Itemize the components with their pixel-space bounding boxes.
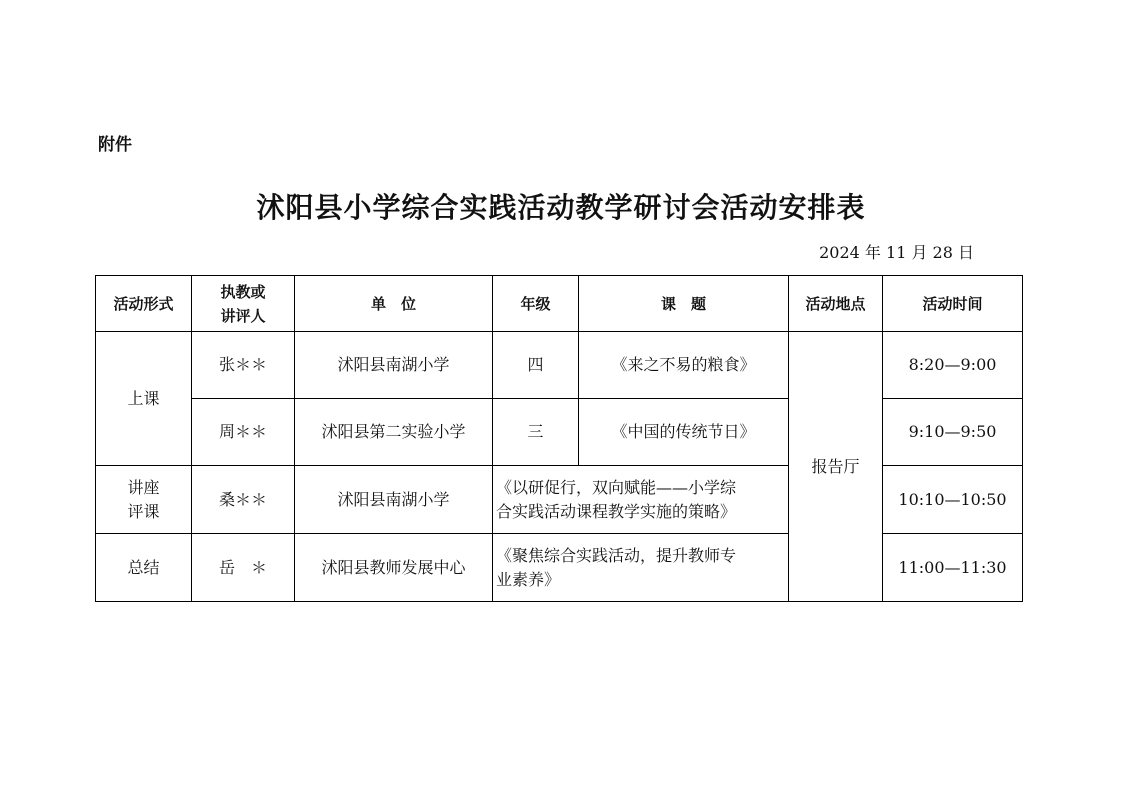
cell-time: 9:10—9:50	[883, 399, 1023, 466]
cell-time: 11:00—11:30	[883, 534, 1023, 602]
activity-type-line1: 讲座	[127, 477, 160, 497]
cell-grade: 四	[493, 332, 579, 399]
cell-activity-type: 总结	[96, 534, 192, 602]
header-presenter	[192, 276, 295, 332]
cell-presenter: 周＊＊	[192, 399, 295, 466]
header-presenter-line1: 执教或	[220, 282, 266, 301]
cell-presenter: 桑＊＊	[192, 466, 295, 534]
cell-time: 10:10—10:50	[883, 466, 1023, 534]
topic-line1: 《聚焦综合实践活动，提升教师专	[496, 545, 737, 565]
cell-topic: 《来之不易的粮食》	[579, 332, 789, 399]
topic-line1: 《以研促行，双向赋能——小学综	[496, 477, 737, 497]
table-row	[96, 534, 1023, 602]
cell-activity-type: 上课	[96, 332, 192, 466]
cell-unit: 沭阳县第二实验小学	[295, 399, 493, 466]
cell-activity-type	[96, 466, 192, 534]
document-date: 2024 年 11 月 28 日	[819, 243, 974, 262]
table-row	[96, 466, 1023, 534]
cell-presenter: 岳 ＊	[192, 534, 295, 602]
cell-unit: 沭阳县教师发展中心	[295, 534, 493, 602]
header-time: 活动时间	[883, 276, 1023, 332]
topic-line2: 合实践活动课程教学实施的策略》	[496, 501, 737, 521]
cell-time: 8:20—9:00	[883, 332, 1023, 399]
schedule-table	[95, 275, 1023, 602]
header-unit: 单 位	[295, 276, 493, 332]
header-grade: 年级	[493, 276, 579, 332]
attachment-label: 附件	[98, 135, 132, 155]
header-presenter-line2: 讲评人	[220, 306, 266, 325]
header-topic: 课 题	[579, 276, 789, 332]
cell-topic	[493, 466, 789, 534]
cell-presenter: 张＊＊	[192, 332, 295, 399]
table-header-row	[96, 276, 1023, 332]
cell-grade: 三	[493, 399, 579, 466]
table-row	[96, 399, 1023, 466]
header-location: 活动地点	[789, 276, 883, 332]
table-row	[96, 332, 1023, 399]
cell-location: 报告厅	[789, 332, 883, 602]
cell-topic	[493, 534, 789, 602]
header-activity-type: 活动形式	[96, 276, 192, 332]
cell-unit: 沭阳县南湖小学	[295, 466, 493, 534]
cell-topic: 《中国的传统节日》	[579, 399, 789, 466]
topic-line2: 业素养》	[496, 569, 561, 589]
activity-type-line2: 评课	[127, 501, 160, 521]
page-title: 沭阳县小学综合实践活动教学研讨会活动安排表	[256, 191, 866, 224]
cell-unit: 沭阳县南湖小学	[295, 332, 493, 399]
